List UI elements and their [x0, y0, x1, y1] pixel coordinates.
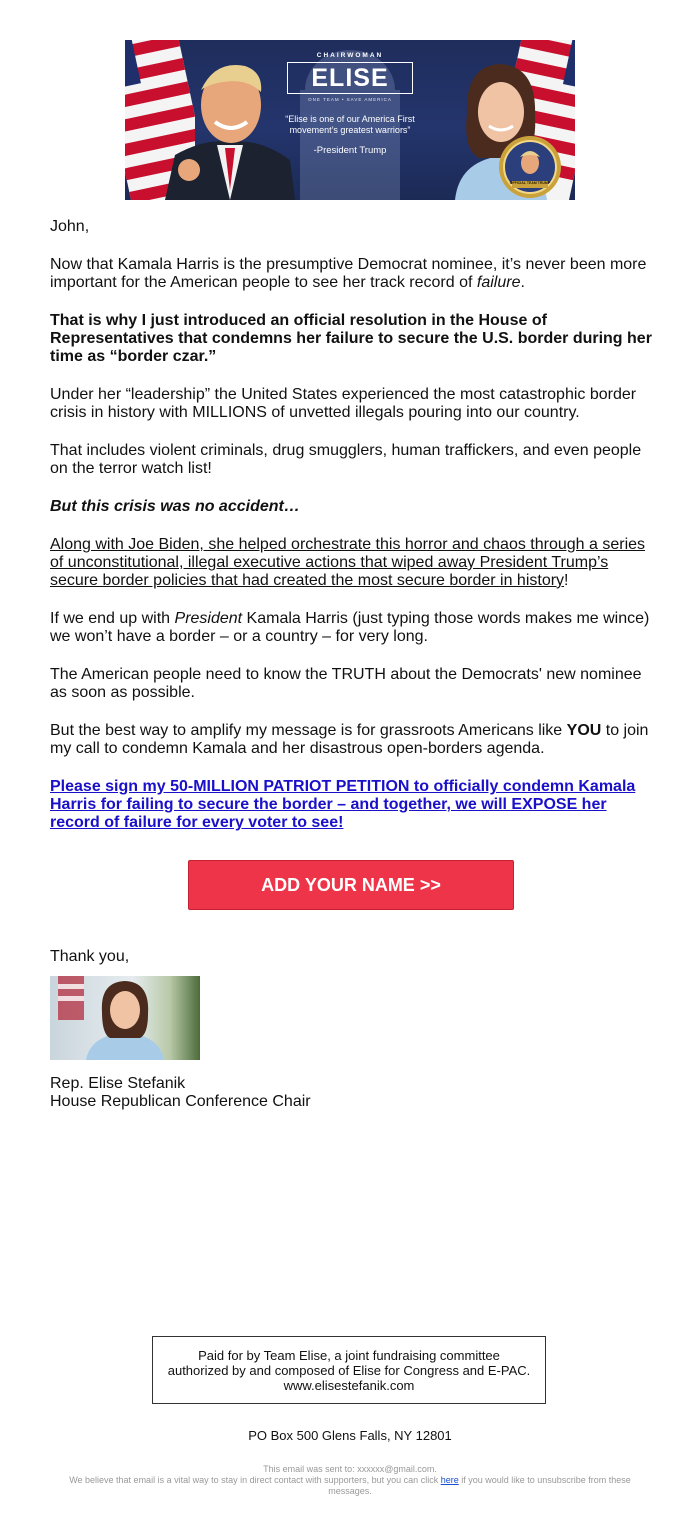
- paragraph-9: [50, 722, 654, 758]
- unsubscribe-text-b: if you would like to unsubscribe from these messages.: [328, 1475, 631, 1496]
- paragraph-3: Under her “leadership” the United States experienced the most catastrophic border crisis in history with MILLIONS of unvetted illegals pouring into our country.: [50, 386, 637, 421]
- president-trump-photo: [165, 50, 295, 200]
- paragraph-7-emphasis: President: [174, 610, 243, 627]
- paragraph-9-text: But the best way to amplify my message is for grassroots Americans like: [50, 722, 567, 739]
- unsubscribe-text-a: We believe that email is a vital way to stay in direct contact with supporters, but you can click: [69, 1475, 441, 1485]
- paragraph-9-rest: to join my call to condemn Kamala and her disastrous open-borders agenda.: [50, 722, 649, 757]
- paragraph-1: [50, 256, 654, 292]
- paragraph-7: [50, 610, 654, 646]
- unsubscribe-text: [50, 1475, 650, 1497]
- paragraph-6-underlined: Along with Joe Biden, she helped orchestrate this horror and chaos through a series of unconstitutional, illegal executive actions that wiped away President Trump’s secure border policies that had created the most secure border in history: [50, 536, 646, 589]
- paragraph-7-text: If we end up with: [50, 610, 175, 627]
- petition-link-paragraph: [50, 778, 654, 832]
- logo-text: ELISE: [287, 62, 413, 94]
- paragraph-4: That includes violent criminals, drug smugglers, human traffickers, and even people on the terror watch list!: [50, 442, 642, 477]
- signature-name: Rep. Elise Stefanik: [50, 1075, 186, 1092]
- paragraph-5-bold-italic: But this crisis was no accident…: [50, 498, 300, 515]
- paid-for-disclaimer: Paid for by Team Elise, a joint fundraising committee authorized by and composed of Elise for Congress and E-PAC. www.elisestefanik.com: [152, 1336, 546, 1404]
- signoff: Thank you,: [50, 948, 130, 965]
- paragraph-1-text: Now that Kamala Harris is the presumptive Democrat nominee, it’s never been more important for the American people to see her track record of: [50, 256, 647, 291]
- sent-to-notice: This email was sent to: xxxxxx@gmail.com.: [263, 1464, 437, 1474]
- paragraph-6-end: !: [564, 572, 569, 589]
- paragraph-9-emphasis: YOU: [566, 722, 602, 739]
- unsubscribe-notice: [50, 1464, 650, 1497]
- banner-quote-attribution: -President Trump: [313, 145, 387, 156]
- petition-link[interactable]: Please sign my 50-MILLION PATRIOT PETITION to officially condemn Kamala Harris for failing to secure the border – and together, we will EXPOSE her record of failure for every voter to see!: [50, 778, 636, 831]
- unsubscribe-link[interactable]: here: [440, 1475, 459, 1485]
- paragraph-1-emphasis: failure: [476, 274, 521, 291]
- paragraph-8: The American people need to know the TRUTH about the Democrats' new nominee as soon as possible.: [50, 666, 642, 701]
- header-banner: [125, 40, 575, 200]
- paragraph-1-end: .: [520, 274, 525, 291]
- paragraph-2-bold: That is why I just introduced an official resolution in the House of Representatives that condemns her failure to secure the U.S. border during her time as “border czar.”: [50, 312, 652, 365]
- banner-quote: “Elise is one of our America First movement’s greatest warriors”: [285, 114, 415, 135]
- official-team-trump-seal: [498, 135, 562, 199]
- signature-photo: [50, 976, 200, 1060]
- signature-title: House Republican Conference Chair: [50, 1093, 311, 1110]
- chairwoman-label: CHAIRWOMAN: [316, 52, 384, 59]
- paragraph-6: [50, 536, 654, 590]
- greeting: John,: [50, 218, 90, 235]
- add-your-name-button[interactable]: ADD YOUR NAME >>: [188, 860, 514, 910]
- seal-text: OFFICIAL TEAM TRUMP: [509, 181, 551, 185]
- mailing-address: PO Box 500 Glens Falls, NY 12801: [248, 1428, 452, 1443]
- logo-tagline: ONE TEAM • SAVE AMERICA: [308, 97, 392, 102]
- elise-logo: [285, 52, 415, 156]
- paragraph-7-rest: Kamala Harris (just typing those words makes me wince) we won’t have a border – or a country – for very long.: [50, 610, 650, 645]
